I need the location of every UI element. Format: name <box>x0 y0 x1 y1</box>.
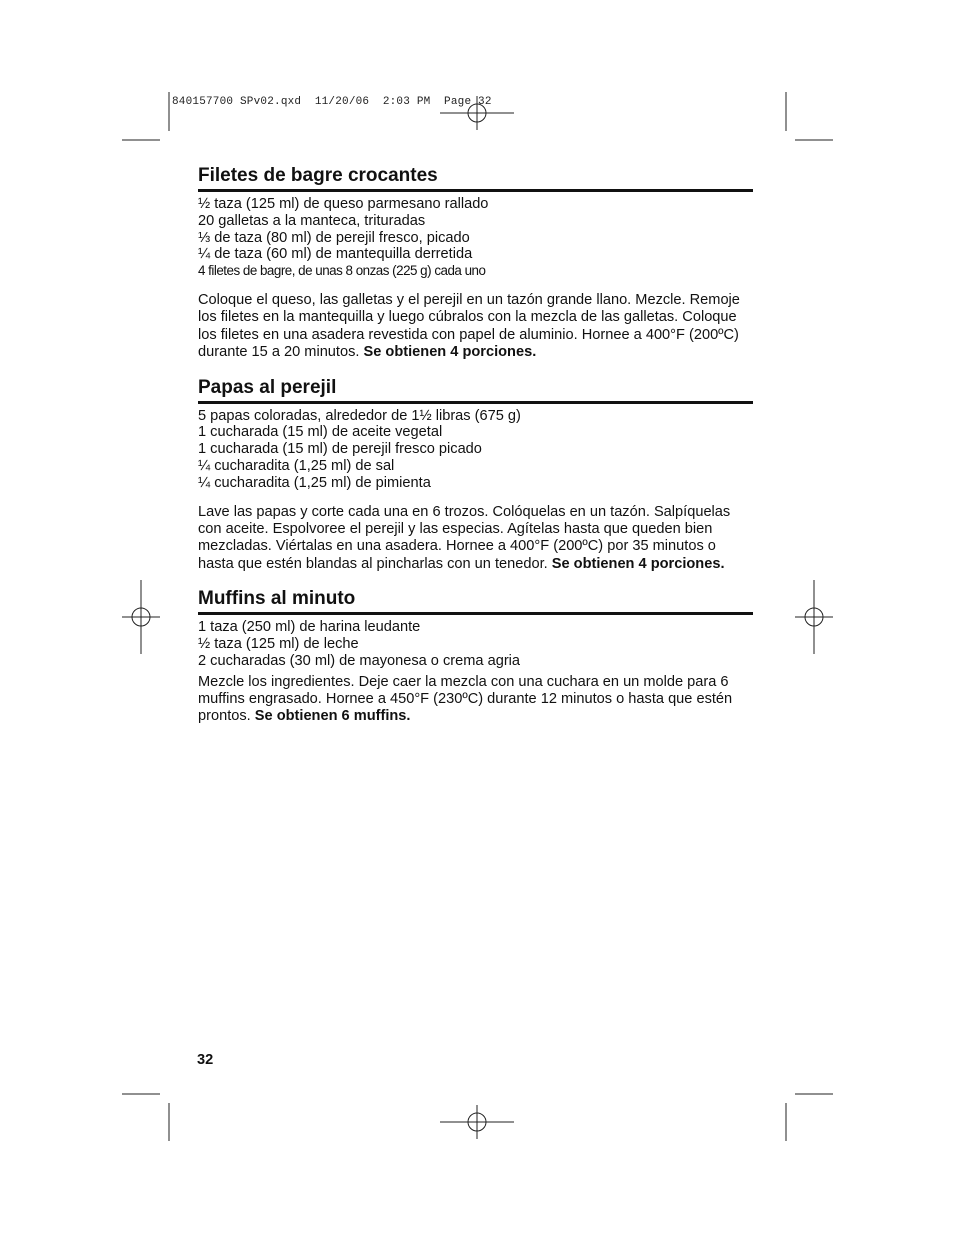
recipe-muffins-al-minuto <box>198 587 753 726</box>
recipe-title: Muffins al minuto <box>198 587 753 615</box>
print-slug: 840157700 SPv02.qxd 11/20/06 2:03 PM Page 32 <box>172 96 492 108</box>
registration-mark-top <box>440 96 514 130</box>
ingredient-item: 5 papas coloradas, alrededor de 1½ libras (675 g) <box>198 407 521 424</box>
ingredient-item: 1 taza (250 ml) de harina leudante <box>198 619 421 636</box>
ingredient-item: 1 cucharada (15 ml) de perejil fresco picado <box>198 441 482 458</box>
method-text: Mezcle los ingredientes. Deje caer la mezcla con una cuchara en un molde para 6 muffins engrasado. Hornee a 450°F (230ºC) durante 12 minutos o hasta que estén prontos. <box>198 673 733 725</box>
page-number: 32 <box>197 1052 214 1068</box>
ingredient-item: 1 cucharada (15 ml) de aceite vegetal <box>198 424 443 441</box>
recipe-page-content <box>198 164 753 740</box>
method-text: Lave las papas y corte cada una en 6 trozos. Colóquelas en un tazón. Salpíquelas con aceite. Espolvoree el perejil y las especias. Agítelas hasta que queden bien mezcladas. Viértalas en una asadera. Hornee a 400°F (200ºC) por 35 minutos o hasta que estén blandas al pincharlas con un tenedor. <box>198 503 731 572</box>
ingredient-item: ½ taza (125 ml) de queso parmesano rallado <box>198 196 489 212</box>
ingredient-item: ⅓ de taza (80 ml) de perejil fresco, picado <box>198 229 470 246</box>
method-text: Coloque el queso, las galletas y el perejil en un tazón grande llano. Mezcle. Remoje los filetes en la mantequilla y luego cúbralos con la mezcla de las galletas. Coloque los filetes en una asadera revestida con papel de aluminio. Hornee a 400°F (200ºC) durante 15 a 20 minutos. <box>198 291 740 361</box>
recipe-papas-al-perejil <box>198 376 753 574</box>
registration-mark-bottom <box>440 1105 514 1139</box>
ingredient-item: ¼ cucharadita (1,25 ml) de pimienta <box>198 474 431 491</box>
ingredient-item: ¼ de taza (60 ml) de mantequilla derretida <box>198 246 473 263</box>
recipe-method <box>198 504 753 574</box>
recipe-title: Papas al perejil <box>198 376 753 404</box>
ingredient-item: 4 filetes de bagre, de unas 8 onzas (225 g) cada uno <box>198 263 486 279</box>
recipe-method <box>198 674 753 726</box>
recipe-yield: Se obtienen 4 porciones. <box>551 555 725 572</box>
ingredient-list <box>198 619 753 669</box>
ingredient-item: 2 cucharadas (30 ml) de mayonesa o crema agria <box>198 652 521 669</box>
recipe-yield: Se obtienen 6 muffins. <box>254 708 411 725</box>
ingredient-item: 20 galletas a la manteca, trituradas <box>198 212 426 229</box>
recipe-yield: Se obtienen 4 porciones. <box>363 344 537 361</box>
recipe-title: Filetes de bagre crocantes <box>198 164 753 192</box>
recipe-filetes-de-bagre <box>198 164 753 362</box>
registration-mark-right <box>795 580 833 654</box>
ingredient-list <box>198 408 753 492</box>
ingredient-item: ¼ cucharadita (1,25 ml) de sal <box>198 458 395 474</box>
ingredient-list <box>198 196 753 280</box>
registration-mark-left <box>122 580 160 654</box>
ingredient-item: ½ taza (125 ml) de leche <box>198 636 359 653</box>
recipe-method <box>198 292 753 362</box>
